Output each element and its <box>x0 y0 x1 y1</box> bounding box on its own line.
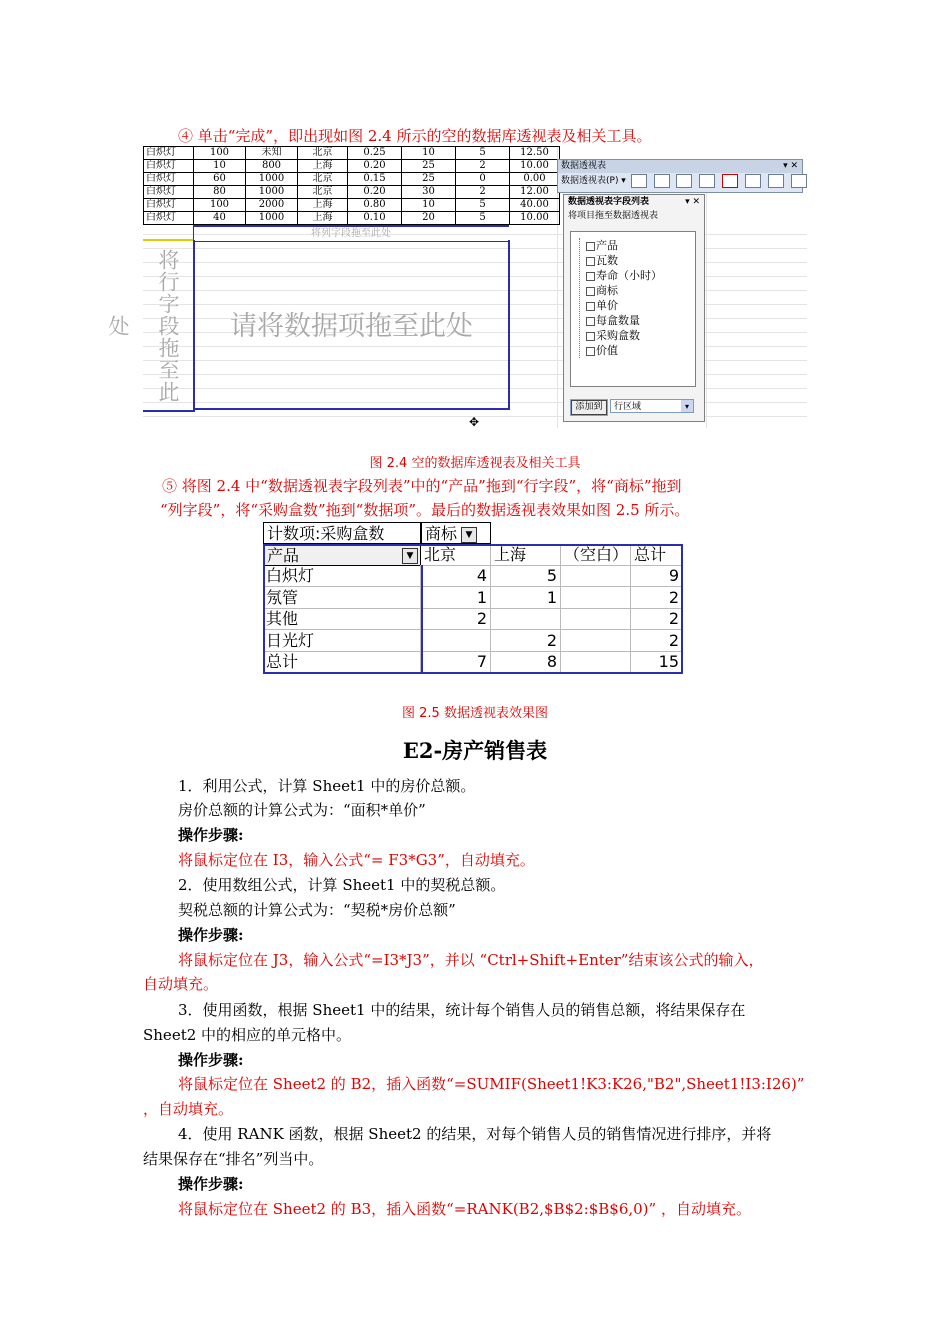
chevron-down-icon[interactable]: ▾ <box>681 400 693 412</box>
chart-wizard-icon[interactable] <box>654 174 670 188</box>
pivot-data-field: 计数项:采购盒数 <box>263 522 421 544</box>
sheet-cell: 60 <box>194 173 246 186</box>
row-field-dropdown-icon[interactable]: ▼ <box>402 548 418 564</box>
pivot-col-header: 北京 <box>421 544 491 566</box>
sheet-cell: 白炽灯 <box>144 186 194 199</box>
pivot-row-label: 日光灯 <box>263 630 421 652</box>
a4-text: 将鼠标定位在 Sheet2 的 B3，插入函数“=RANK(B2,$B$2:$B$6,0)” ，自动填充。 <box>178 1200 751 1218</box>
field-item[interactable]: 每盒数量 <box>580 313 695 328</box>
sheet-cell: 未知 <box>246 147 298 160</box>
field-item[interactable]: 商标 <box>580 283 695 298</box>
row-drop-hint: 将行字段拖至此处 <box>106 249 180 403</box>
sheet-cell: 40 <box>194 212 246 225</box>
q4-line2: 结果保存在“排名”列当中。 <box>143 1150 324 1168</box>
pivot-col-header: （空白） <box>561 544 631 566</box>
field-item[interactable]: 寿命（小时） <box>580 268 695 283</box>
sheet-cell: 白炽灯 <box>144 199 194 212</box>
pivot-row-label: 氖管 <box>263 587 421 609</box>
sheet-cell: 25 <box>402 173 456 186</box>
a2-line2: 自动填充。 <box>143 975 219 993</box>
a3-line1: 将鼠标定位在 Sheet2 的 B2，插入函数“=SUMIF(Sheet1!K3:K26,"B2",Sheet1!I3:I26)” <box>178 1075 805 1093</box>
sheet-cell: 10.00 <box>510 212 560 225</box>
pivot-col-header: 总计 <box>631 544 683 566</box>
pivot-value-cell <box>561 565 631 587</box>
data-drop-zone[interactable] <box>193 240 510 410</box>
field-item[interactable]: 价值 <box>580 343 695 358</box>
pivot-row-field <box>263 544 421 566</box>
sheet-cell: 白炽灯 <box>144 173 194 186</box>
sheet-cell: 1000 <box>246 186 298 199</box>
move-cursor-icon: ✥ <box>469 415 480 429</box>
pivot-value-cell <box>561 608 631 630</box>
show-field-list-icon[interactable] <box>791 174 807 188</box>
sheet-cell: 100 <box>194 199 246 212</box>
sheet-cell: 上海 <box>298 160 348 173</box>
field-panel-title: 数据透视表字段列表 <box>568 197 650 207</box>
toolbar-title: 数据透视表 <box>561 161 607 171</box>
pivot-value-cell: 2 <box>631 608 683 630</box>
sheet-cell: 25 <box>402 160 456 173</box>
sheet-cell: 白炽灯 <box>144 147 194 160</box>
sheet-cell: 0.20 <box>348 160 402 173</box>
field-list <box>570 231 696 387</box>
pivot-col-header: 上海 <box>491 544 561 566</box>
q1-formula: 房价总额的计算公式为：“面积*单价” <box>178 801 426 819</box>
section-title: E2-房产销售表 <box>402 738 548 763</box>
toolbar-close-icon[interactable]: ▾ ✕ <box>783 161 798 171</box>
field-panel-subtitle: 将项目拖至数据透视表 <box>568 211 659 221</box>
sheet-cell: 0 <box>456 173 510 186</box>
refresh-icon[interactable] <box>722 174 738 188</box>
sheet-cell: 1000 <box>246 173 298 186</box>
a2-line1: 将鼠标定位在 J3，输入公式“=I3*J3”，并以 “Ctrl+Shift+Enter”结束该公式的输入， <box>178 951 764 969</box>
pivot-value-cell: 1 <box>491 587 561 609</box>
sheet-cell: 0.20 <box>348 186 402 199</box>
sheet-cell: 2000 <box>246 199 298 212</box>
sheet-cell: 白炽灯 <box>144 160 194 173</box>
pivot-value-cell: 2 <box>421 608 491 630</box>
column-drop-hint: 将列字段拖至此处 <box>311 228 391 239</box>
show-detail-icon[interactable] <box>699 174 715 188</box>
pivot-value-cell: 5 <box>491 565 561 587</box>
include-hidden-icon[interactable] <box>745 174 761 188</box>
figure-2-4 <box>106 146 807 429</box>
toolbar-menu[interactable]: 数据透视表(P) ▾ <box>561 176 626 186</box>
sheet-cell: 0.10 <box>348 212 402 225</box>
q2-formula: 契税总额的计算公式为：“契税*房价总额” <box>178 901 456 919</box>
field-item[interactable]: 单价 <box>580 298 695 313</box>
sheet-cell: 2 <box>456 186 510 199</box>
sheet-cell: 10.00 <box>510 160 560 173</box>
q3-line2: Sheet2 中的相应的单元格中。 <box>143 1026 352 1044</box>
sheet-cell: 10 <box>402 147 456 160</box>
pivot-value-cell: 4 <box>421 565 491 587</box>
panel-close-icon[interactable]: ▾ ✕ <box>685 197 700 207</box>
area-select-value: 行区域 <box>614 402 642 412</box>
pivot-value-cell: 15 <box>631 651 683 673</box>
sheet-row <box>144 199 560 212</box>
sheet-row <box>144 147 560 160</box>
sheet-row <box>144 212 560 225</box>
pivot-row-field-label: 产品 <box>267 545 300 565</box>
field-settings-icon[interactable] <box>768 174 784 188</box>
pivot-value-cell: 7 <box>421 651 491 673</box>
q2-text: 2．使用数组公式，计算 Sheet1 中的契税总额。 <box>178 876 506 894</box>
pivot-value-cell: 9 <box>631 565 683 587</box>
field-item[interactable]: 瓦数 <box>580 253 695 268</box>
source-data-table <box>143 146 560 225</box>
sheet-cell: 上海 <box>298 199 348 212</box>
sheet-cell: 2 <box>456 160 510 173</box>
hide-detail-icon[interactable] <box>676 174 692 188</box>
pivot-value-cell: 2 <box>631 587 683 609</box>
sheet-cell: 12.50 <box>510 147 560 160</box>
sheet-cell: 10 <box>402 199 456 212</box>
sheet-cell: 白炽灯 <box>144 212 194 225</box>
pivot-value-cell <box>561 651 631 673</box>
data-drop-hint: 请将数据项拖至此处 <box>230 311 473 342</box>
area-select[interactable] <box>610 399 694 413</box>
format-report-icon[interactable] <box>631 174 647 188</box>
steps-label-4: 操作步骤: <box>178 1175 244 1193</box>
a3-line2: ，自动填充。 <box>143 1100 234 1118</box>
sheet-cell: 0.25 <box>348 147 402 160</box>
step5-line2: “列字段”，将“采购盒数”拖到“数据项”。最后的数据透视表效果如图 2.5 所示。 <box>160 501 690 519</box>
pivot-value-cell: 8 <box>491 651 561 673</box>
figure-2-5-caption: 图 2.5 数据透视表效果图 <box>402 706 548 721</box>
sheet-cell: 20 <box>402 212 456 225</box>
pivot-col-field-label: 商标 <box>425 524 458 543</box>
sheet-cell: 80 <box>194 186 246 199</box>
sheet-cell: 800 <box>246 160 298 173</box>
pivot-value-cell <box>421 630 491 652</box>
sheet-cell: 1000 <box>246 212 298 225</box>
field-item[interactable]: 采购盒数 <box>580 328 695 343</box>
sheet-cell: 0.15 <box>348 173 402 186</box>
sheet-cell: 北京 <box>298 173 348 186</box>
pivot-value-cell <box>491 608 561 630</box>
sheet-cell: 100 <box>194 147 246 160</box>
pivot-toolbar[interactable] <box>557 159 803 193</box>
sheet-cell: 5 <box>456 212 510 225</box>
sheet-cell: 上海 <box>298 212 348 225</box>
page-field-cell <box>143 225 194 241</box>
field-list-panel <box>563 194 705 422</box>
sheet-cell: 北京 <box>298 186 348 199</box>
pivot-value-cell: 2 <box>631 630 683 652</box>
pivot-row-label: 白炽灯 <box>263 565 421 587</box>
pivot-col-field <box>421 522 491 544</box>
sheet-cell: 北京 <box>298 147 348 160</box>
add-to-button[interactable]: 添加到 <box>571 400 607 415</box>
col-field-dropdown-icon[interactable]: ▼ <box>461 527 477 543</box>
sheet-cell: 0.00 <box>510 173 560 186</box>
q1-text: 1．利用公式，计算 Sheet1 中的房价总额。 <box>178 777 476 795</box>
figure-2-5-pivot-table <box>263 522 683 679</box>
steps-label-1: 操作步骤: <box>178 826 244 844</box>
steps-label-3: 操作步骤: <box>178 1051 244 1069</box>
pivot-row-label: 其他 <box>263 608 421 630</box>
field-item[interactable]: 产品 <box>580 238 695 253</box>
sheet-cell: 0.80 <box>348 199 402 212</box>
row-zone-left-border <box>106 240 195 412</box>
q4-line1: 4．使用 RANK 函数，根据 Sheet2 的结果，对每个销售人员的销售情况进行排序，并将 <box>178 1125 772 1143</box>
sheet-cell: 30 <box>402 186 456 199</box>
sheet-cell: 5 <box>456 147 510 160</box>
pivot-row-label: 总计 <box>263 651 421 673</box>
sheet-row <box>144 186 560 199</box>
step4-text: ④ 单击“完成”，即出现如图 2.4 所示的空的数据库透视表及相关工具。 <box>178 127 652 145</box>
sheet-cell: 10 <box>194 160 246 173</box>
pivot-value-cell <box>561 587 631 609</box>
q3-line1: 3．使用函数，根据 Sheet1 中的结果，统计每个销售人员的销售总额，将结果保存在 <box>178 1001 746 1019</box>
pivot-value-cell <box>561 630 631 652</box>
a1-text: 将鼠标定位在 I3，输入公式“= F3*G3”，自动填充。 <box>178 851 535 869</box>
sheet-row <box>144 160 560 173</box>
step5-line1: ⑤ 将图 2.4 中“数据透视表字段列表”中的“产品”拖到“行字段”，将“商标”拖到 <box>162 477 682 495</box>
pivot-value-cell: 1 <box>421 587 491 609</box>
pivot-value-cell: 2 <box>491 630 561 652</box>
sheet-row <box>144 173 560 186</box>
sheet-cell: 40.00 <box>510 199 560 212</box>
figure-2-4-caption: 图 2.4 空的数据库透视表及相关工具 <box>369 456 581 471</box>
sheet-cell: 12.00 <box>510 186 560 199</box>
steps-label-2: 操作步骤: <box>178 926 244 944</box>
sheet-cell: 5 <box>456 199 510 212</box>
